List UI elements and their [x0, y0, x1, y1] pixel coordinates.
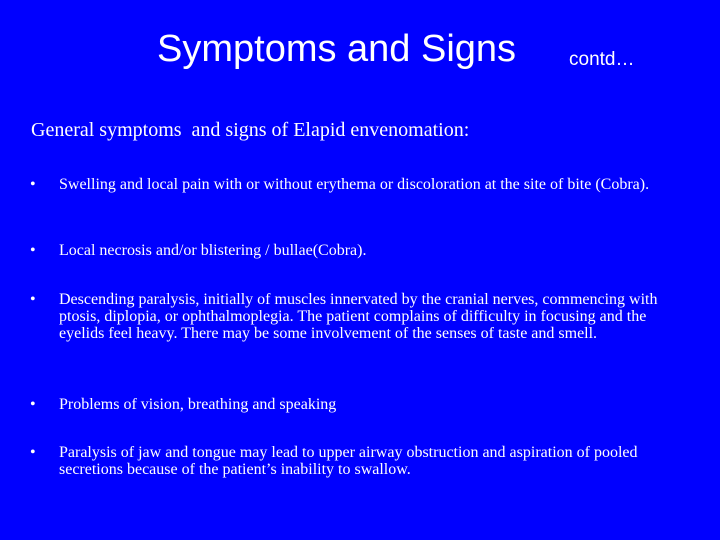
- bullet-icon: •: [30, 242, 36, 259]
- bullet-item: [30, 176, 694, 193]
- bullet-text: Paralysis of jaw and tongue may lead to upper airway obstruction and aspiration of pooled secretions because of the patient’s inability to swallow.: [59, 444, 638, 478]
- bullet-item: [30, 396, 694, 413]
- title-suffix: contd…: [569, 49, 635, 70]
- bullet-icon: •: [30, 176, 36, 193]
- bullet-item: [30, 291, 694, 342]
- slide-subtitle: General symptoms and signs of Elapid envenomation:: [31, 119, 470, 141]
- bullet-text: Swelling and local pain with or without erythema or discoloration at the site of bite (Cobra).: [59, 176, 650, 193]
- bullet-item: [30, 242, 694, 259]
- bullet-icon: •: [30, 444, 36, 461]
- bullet-icon: •: [30, 291, 36, 308]
- bullet-icon: •: [30, 396, 36, 413]
- bullet-text: Problems of vision, breathing and speaking: [59, 396, 337, 413]
- bullet-text: Local necrosis and/or blistering / bullae(Cobra).: [59, 242, 367, 259]
- slide-title: Symptoms and Signs: [157, 28, 517, 70]
- bullet-text: Descending paralysis, initially of muscles innervated by the cranial nerves, commencing with ptosis, diplopia, or ophthalmoplegia. The patient complains of difficulty in focusing and the eyelids feel heavy. There may be some involvement of the senses of taste and smell.: [59, 291, 658, 342]
- bullet-item: [30, 444, 694, 478]
